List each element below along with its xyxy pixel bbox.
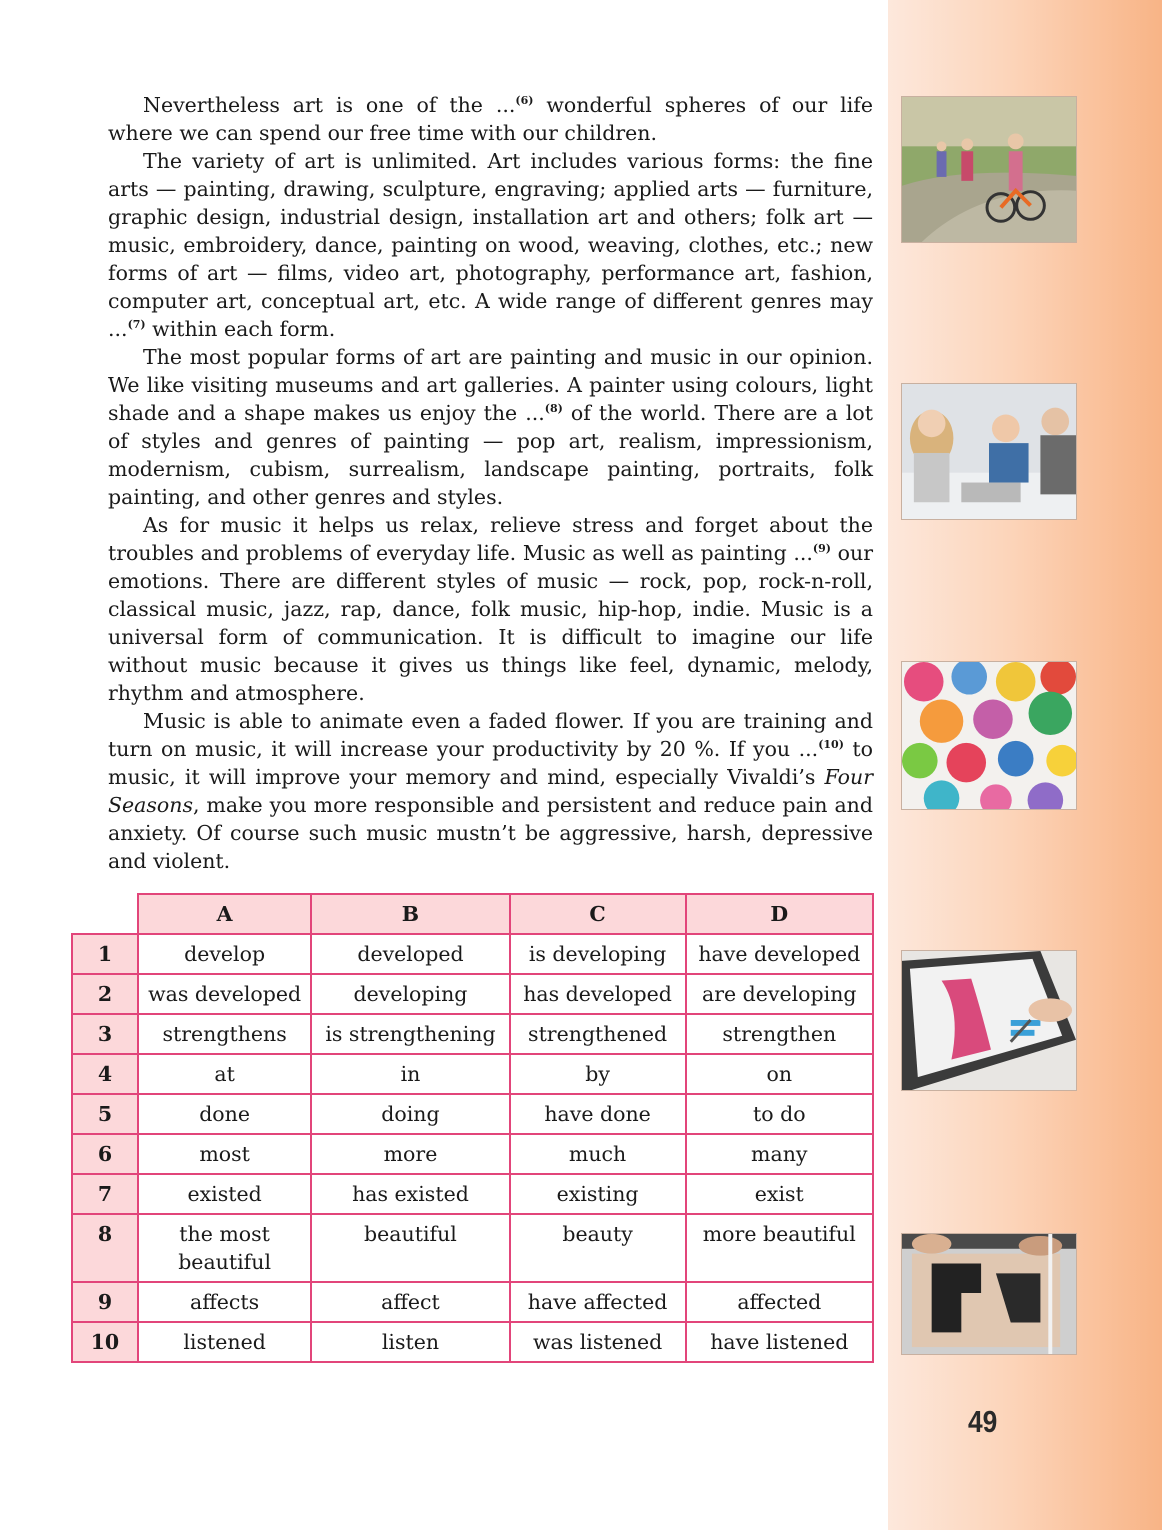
option-cell: have done [510,1094,686,1134]
option-cell: by [510,1054,686,1094]
paragraph [108,343,873,511]
table-row [72,1014,873,1054]
option-cell: developing [311,974,509,1014]
option-cell: at [138,1054,311,1094]
option-cell: the most beautiful [138,1214,311,1282]
text-run: our emotions. There are different styles of music — rock, pop, rock-n-roll, classical music, jazz, rap, dance, folk music, hip-hop, indie. Music is a universal form of communication. It is difficult to imagine our life without music because it gives us things like feel, dynamic, melody, rhythm and atmosphere. [108,541,873,705]
option-cell: done [138,1094,311,1134]
page-number: 49 [968,1404,998,1439]
text-run: to music, it will improve your memory and mind, especially Vivaldi’s [108,737,873,789]
row-number: 4 [72,1054,138,1094]
paragraph [108,147,873,343]
text-run: , make you more responsible and persistent and reduce pain and anxiety. Of course such music mustn’t be aggressive, harsh, depressive and violent. [108,793,873,873]
table-row [72,1094,873,1134]
table-row [72,934,873,974]
option-cell: have developed [686,934,873,974]
text-run: within each form. [145,317,336,341]
gap-marker: (9) [812,542,831,555]
option-cell: is developing [510,934,686,974]
option-cell: strengthened [510,1014,686,1054]
row-number: 3 [72,1014,138,1054]
option-cell: much [510,1134,686,1174]
option-cell: are developing [686,974,873,1014]
answer-options-table [71,893,874,1363]
option-cell: doing [311,1094,509,1134]
gap-marker: (8) [544,402,563,415]
article-text [108,91,873,875]
table-row [72,1214,873,1282]
column-header-a: A [138,894,311,934]
option-cell: develop [138,934,311,974]
table-row [72,1282,873,1322]
option-cell: listened [138,1322,311,1362]
option-cell: many [686,1134,873,1174]
option-cell: strengthens [138,1014,311,1054]
option-cell: existed [138,1174,311,1214]
column-header-b: B [311,894,509,934]
gap-marker: (7) [127,318,146,331]
option-cell: is strengthening [311,1014,509,1054]
art-class-photo [901,383,1077,520]
column-header-d: D [686,894,873,934]
table-row [72,1322,873,1362]
option-cell: strengthen [686,1014,873,1054]
cycling-family-photo [901,96,1077,243]
text-run: As for music it helps us relax, relieve stress and forget about the troubles and problems of everyday life. Music as well as painting ... [108,513,873,565]
option-cell: has developed [510,974,686,1014]
row-number: 9 [72,1282,138,1322]
text-run: wonderful spheres of our life where we can spend our free time with our children. [108,93,873,145]
column-header-c: C [510,894,686,934]
option-cell: affect [311,1282,509,1322]
gap-marker: (6) [515,94,534,107]
paragraph [108,91,873,147]
tablet-drawing-photo [901,950,1077,1091]
option-cell: developed [311,934,509,974]
row-number: 1 [72,934,138,974]
table-row [72,974,873,1014]
option-cell: to do [686,1094,873,1134]
row-number: 10 [72,1322,138,1362]
paragraph [108,511,873,707]
option-cell: was listened [510,1322,686,1362]
paragraph [108,707,873,875]
gap-marker: (10) [818,738,844,751]
option-cell: exist [686,1174,873,1214]
option-cell: beauty [510,1214,686,1282]
option-cell: affects [138,1282,311,1322]
row-number: 2 [72,974,138,1014]
row-number: 7 [72,1174,138,1214]
text-run: of the world. There are a lot of styles and genres of painting — pop art, realism, impressionism, modernism, cubism, surrealism, landscape painting, portraits, folk painting, and other genres and styles. [108,401,873,509]
table-corner [72,894,138,934]
option-cell: has existed [311,1174,509,1214]
table-row [72,1134,873,1174]
row-number: 5 [72,1094,138,1134]
option-cell: affected [686,1282,873,1322]
table-row [72,1054,873,1094]
option-cell: was developed [138,974,311,1014]
row-number: 6 [72,1134,138,1174]
option-cell: more [311,1134,509,1174]
pattern-making-photo [901,1233,1077,1355]
option-cell: beautiful [311,1214,509,1282]
option-cell: existing [510,1174,686,1214]
row-number: 8 [72,1214,138,1282]
option-cell: have affected [510,1282,686,1322]
option-cell: on [686,1054,873,1094]
text-run: The variety of art is unlimited. Art includes various forms: the fine arts — painting, drawing, sculpture, engraving; applied arts — furniture, graphic design, industrial design, installation art and others; folk art — music, embroidery, dance, painting on wood, weaving, clothes, etc.; new forms of art — films, video art, photography, performance art, fashion, computer art, conceptual art, etc. A wide range of different genres may ... [108,149,873,341]
italic-title: Four Seasons [108,765,873,817]
option-cell: most [138,1134,311,1174]
table-row [72,1174,873,1214]
text-run: Music is able to animate even a faded flower. If you are training and turn on music, it will increase your productivity by 20 %. If you ... [108,709,873,761]
text-run: Nevertheless art is one of the ... [143,93,516,117]
option-cell: have listened [686,1322,873,1362]
text-run: The most popular forms of art are painting and music in our opinion. We like visiting museums and art galleries. A painter using colours, light shade and a shape makes us enjoy the ... [108,345,873,425]
option-cell: in [311,1054,509,1094]
option-cell: more beautiful [686,1214,873,1282]
umbrellas-photo [901,661,1077,810]
option-cell: listen [311,1322,509,1362]
table-header-row [72,894,873,934]
